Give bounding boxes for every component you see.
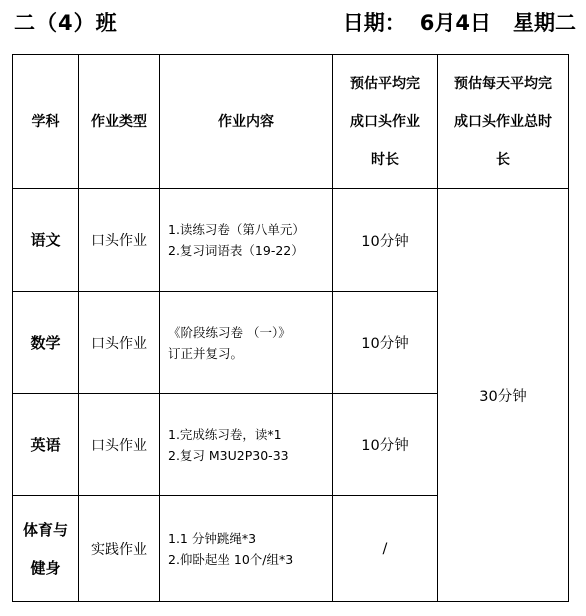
content-cell <box>160 292 333 394</box>
table-header-row <box>13 55 569 189</box>
time-cell: 10分钟 <box>333 189 438 292</box>
content-line: 2.仰卧起坐 10个/组*3 <box>168 551 294 567</box>
col-header-daily-total-line1: 预估每天平均完 <box>454 75 552 92</box>
date-value: 6月4日 <box>419 11 491 35</box>
subject-cell: 英语 <box>13 394 79 496</box>
content-cell <box>160 189 333 292</box>
subject-cell: 数学 <box>13 292 79 394</box>
content-cell <box>160 496 333 602</box>
content-line: 2.复习词语表（19-22） <box>168 243 304 258</box>
content-line: 1.完成练习卷，读*1 <box>168 426 282 442</box>
col-header-type: 作业类型 <box>79 55 160 189</box>
weekday: 星期二 <box>513 11 576 35</box>
col-header-daily-total-line2: 成口头作业总时 <box>454 113 552 130</box>
time-cell: / <box>333 496 438 602</box>
subject-cell: 语文 <box>13 189 79 292</box>
col-header-est-time-line3: 时长 <box>371 151 399 168</box>
time-cell: 10分钟 <box>333 394 438 496</box>
type-cell: 口头作业 <box>79 394 160 496</box>
table-row <box>13 189 569 292</box>
col-header-est-time <box>333 55 438 189</box>
subject-cell <box>13 496 79 602</box>
content-line: 1.读练习卷（第八单元） <box>168 222 305 237</box>
date-label: 日期： <box>342 11 406 35</box>
col-header-daily-total-line3: 长 <box>496 151 510 168</box>
type-cell: 口头作业 <box>79 292 160 394</box>
type-cell: 实践作业 <box>79 496 160 602</box>
class-name: 二（4）班 <box>14 11 118 35</box>
page-header <box>0 0 586 50</box>
col-header-subject: 学科 <box>13 55 79 189</box>
daily-total-cell: 30分钟 <box>438 189 569 602</box>
time-cell: 10分钟 <box>333 292 438 394</box>
col-header-daily-total <box>438 55 569 189</box>
homework-table <box>12 54 569 602</box>
date-line <box>343 7 576 37</box>
col-header-content: 作业内容 <box>160 55 333 189</box>
subject-line: 健身 <box>30 558 61 577</box>
content-line: 1.1 分钟跳绳*3 <box>168 530 257 546</box>
subject-line: 体育与 <box>22 520 68 539</box>
content-line: 2.复习 M3U2P30-33 <box>168 447 289 463</box>
col-header-est-time-line1: 预估平均完 <box>350 75 420 92</box>
type-cell: 口头作业 <box>79 189 160 292</box>
content-line: 订正并复习。 <box>168 345 244 361</box>
content-line: 《阶段练习卷 （一）》 <box>168 324 291 340</box>
col-header-est-time-line2: 成口头作业 <box>350 113 420 130</box>
content-cell <box>160 394 333 496</box>
